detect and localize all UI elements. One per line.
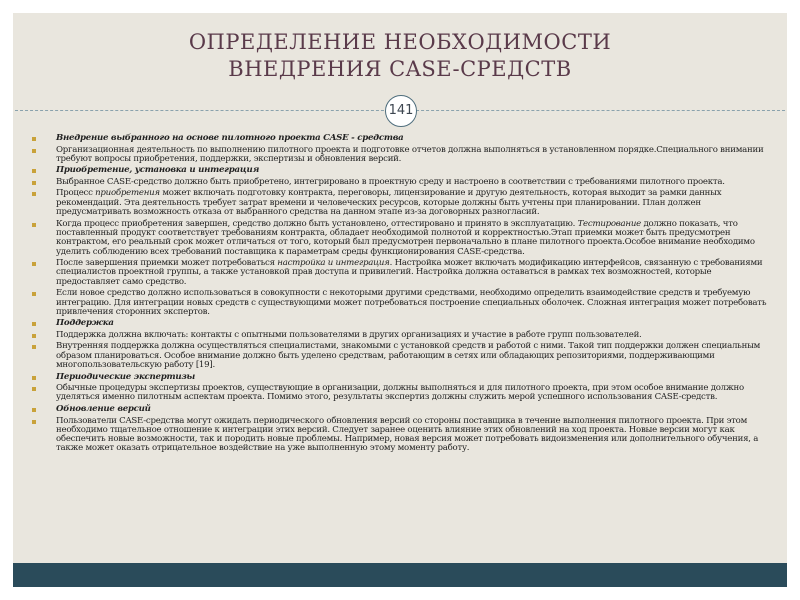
bullet-heading-support: Поддержка: [32, 319, 774, 328]
title-line-2: ВНЕДРЕНИЯ CASE-СРЕДСТВ: [228, 57, 572, 81]
title-line-1: ОПРЕДЕЛЕНИЕ НЕОБХОДИМОСТИ: [188, 30, 612, 54]
bullet-item: После завершения приемки может потребоваться настройка и интеграция. Настройка может включать модификацию интерфейсов, связанную с требованиями специалистов проектной группы, а также установкой прав доступа и привилегий. Настройка должна оставаться в рамках тех возможностей, которые предоставляет само средство.: [32, 259, 774, 287]
bullet-item: Организационная деятельность по выполнению пилотного проекта и подготовке отчетов должна выполняться в установленном порядке.Специального внимании требуют вопросы приобретения, поддержки, экспертизы и обновления версий.: [32, 146, 774, 165]
bullet-heading-implementation: Внедрение выбранного на основе пилотного проекта CASE - средства: [32, 134, 774, 143]
bullet-item: Выбранное CASE-средство должно быть приобретено, интегрировано в проектную среду и настроено в соответствии с требованиями пилотного проекта.: [32, 178, 774, 187]
bullet-heading-reviews: Периодические экспертизы: [32, 373, 774, 382]
bullet-item: Когда процесс приобретения завершен, средство должно быть установлено, оттестировано и принято в эксплуатацию. Тестирование должно показать, что поставленный продукт соответствует требованиям контракта, обладает необходимой полнотой и корректностью.Этап приемки может быть предусмотрен контрактом, его реальный срок может отличаться от того, который был предусмотрен первоначально в плане пилотного проекта.Особое внимание необходимо уделить соблюдению всех требований поставщика к параметрам среды функционирования CASE-средства.: [32, 220, 774, 257]
bullet-item: Поддержка должна включать: контакты с опытными пользователями в других организациях и участие в работе групп пользователей.: [32, 331, 774, 340]
footer-bar: [13, 563, 787, 587]
bullet-item: Внутренняя поддержка должна осуществляться специалистами, знакомыми с установкой средств и работой с ними. Такой тип поддержки должен специальным образом планироваться. Особое внимание должно быть уделено средствам, работающим в сетях или обладающих репозиториями, поддерживающими многопользовательскую работу [19].: [32, 342, 774, 370]
slide: [13, 13, 787, 587]
bullet-item: Если новое средство должно использоваться в совокупности с некоторыми другими средствами, необходимо определить взаимодействие средств и требуемую интеграцию. Для интеграции новых средств с существующими может потребоваться построение специальных оболочек. Сложная интеграция может потребовать привлечения сторонних экспертов.: [32, 289, 774, 317]
bullet-item: Обычные процедуры экспертизы проектов, существующие в организации, должны выполняться и для пилотного проекта, при этом особое внимание должно уделяться именно пилотным аспектам проекта. Помимо этого, результаты экспертиз должны служить мерой успешного использования CASE-средств.: [32, 384, 774, 403]
bullet-list: [32, 134, 774, 456]
slide-title: [13, 29, 787, 83]
bullet-item: Процесс приобретения может включать подготовку контракта, переговоры, лицензирование и другую деятельность, которая выходит за рамки данных рекомендаций. Эта деятельность требует затрат времени и человеческих ресурсов, которые должны быть учтены при планировании. План должен предусматривать возможность отказа от выбранного средства на данном этапе из-за договорных разногласий.: [32, 189, 774, 217]
bullet-item: Пользователи CASE-средства могут ожидать периодического обновления версий со стороны поставщика в течение выполнения пилотного проекта. При этом необходимо тщательное отношение к интеграции этих версий. Следует заранее оценить влияние этих обновлений на ход проекта. Новые версии могут как обеспечить новые возможности, так и породить новые проблемы. Например, новая версия может потребовать видоизменения или дополнительного обучения, а также может оказать отрицательное воздействие на уже выполненную этому моменту работу.: [32, 417, 774, 454]
bullet-heading-acquisition: Приобретение, установка и интеграция: [32, 166, 774, 175]
bullet-heading-updates: Обновление версий: [32, 405, 774, 414]
page-number-badge: 141: [385, 95, 417, 127]
